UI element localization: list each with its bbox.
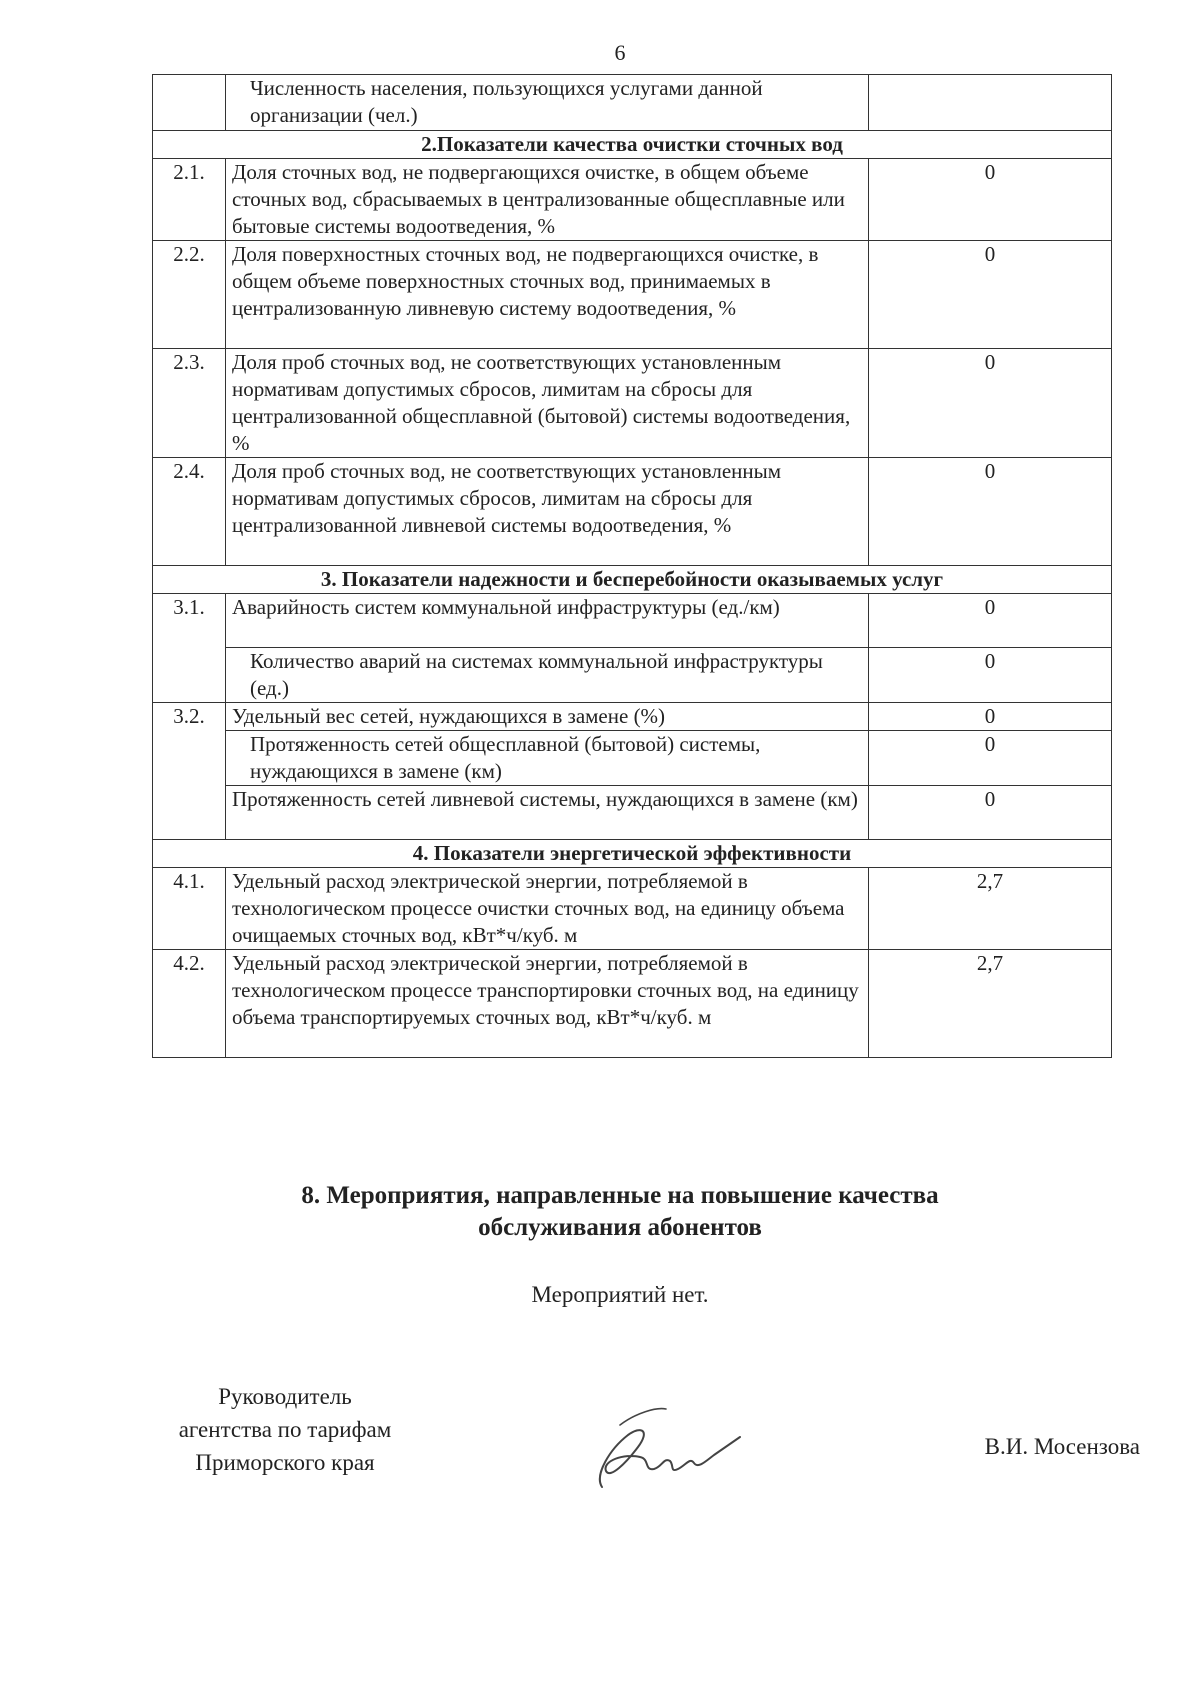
row-value: 0 [869, 349, 1112, 458]
table-row [153, 594, 1112, 648]
table-row [153, 458, 1112, 566]
row-value: 0 [869, 159, 1112, 241]
section-title: 2.Показатели качества очистки сточных вод [153, 131, 1112, 159]
signer-title-line1: Руководитель [218, 1384, 352, 1409]
table-row [153, 159, 1112, 241]
row-number [153, 75, 226, 131]
signer-title-line2: агентства по тарифам [178, 1417, 392, 1442]
row-value: 0 [869, 703, 1112, 731]
table-row [153, 868, 1112, 950]
row-label: Доля проб сточных вод, не соответствующих установленным нормативам допустимых сбросов, лимитам на сбросы для централизованной общесплавной (бытовой) системы водоотведения, % [226, 349, 869, 458]
signer-name: В.И. Мосензова [984, 1434, 1140, 1459]
section-header-row [153, 131, 1112, 159]
row-value: 0 [869, 786, 1112, 840]
row-number: 2.4. [153, 458, 226, 566]
row-label: Удельный вес сетей, нуждающихся в замене (%) [226, 703, 869, 731]
table-row [153, 703, 1112, 731]
table-row [153, 349, 1112, 458]
row-value: 0 [869, 594, 1112, 648]
row-value: 2,7 [869, 950, 1112, 1058]
signer-title [130, 1380, 440, 1479]
row-label: Удельный расход электрической энергии, потребляемой в технологическом процессе очистки сточных вод, на единицу объема очищаемых сточных вод, кВт*ч/куб. м [226, 868, 869, 950]
row-number: 2.1. [153, 159, 226, 241]
row-label: Доля поверхностных сточных вод, не подвергающихся очистке, в общем объеме поверхностных сточных вод, принимаемых в централизованную ливневую систему водоотведения, % [226, 241, 869, 349]
row-value: 2,7 [869, 868, 1112, 950]
section-8-heading-line2: обслуживания абонентов [478, 1214, 762, 1241]
row-value: 0 [869, 648, 1112, 703]
section-8-heading-line1: 8. Мероприятия, направленные на повышение качества [301, 1182, 939, 1209]
row-number: 3.1. [153, 594, 226, 703]
section-title: 3. Показатели надежности и бесперебойности оказываемых услуг [153, 566, 1112, 594]
row-label: Доля проб сточных вод, не соответствующих установленным нормативам допустимых сбросов, лимитам на сбросы для централизованной ливневой системы водоотведения, % [226, 458, 869, 566]
table-row [153, 786, 1112, 840]
page-number: 6 [614, 40, 626, 65]
table-row [153, 75, 1112, 131]
row-label: Численность населения, пользующихся услугами данной организации (чел.) [226, 75, 869, 131]
row-number: 2.2. [153, 241, 226, 349]
section-8-body: Мероприятий нет. [531, 1282, 709, 1307]
row-label: Протяженность сетей общесплавной (бытовой) системы, нуждающихся в замене (км) [226, 731, 869, 786]
row-label: Количество аварий на системах коммунальной инфраструктуры (ед.) [226, 648, 869, 703]
row-label: Удельный расход электрической энергии, потребляемой в технологическом процессе транспортировки сточных вод, на единицу объема транспортируемых сточных вод, кВт*ч/куб. м [226, 950, 869, 1058]
row-value: 0 [869, 241, 1112, 349]
table-row [153, 241, 1112, 349]
row-number: 4.1. [153, 868, 226, 950]
section-8-heading [200, 1180, 1040, 1244]
row-label: Аварийность систем коммунальной инфраструктуры (ед./км) [226, 594, 869, 648]
signer-title-line3: Приморского края [195, 1450, 375, 1475]
row-number: 4.2. [153, 950, 226, 1058]
row-value: 0 [869, 731, 1112, 786]
row-label: Доля сточных вод, не подвергающихся очистке, в общем объеме сточных вод, сбрасываемых в централизованные общесплавные или бытовые системы водоотведения, % [226, 159, 869, 241]
table-row [153, 950, 1112, 1058]
table-row [153, 648, 1112, 703]
row-number: 3.2. [153, 703, 226, 840]
handwritten-signature [580, 1395, 750, 1505]
section-header-row [153, 566, 1112, 594]
section-title: 4. Показатели энергетической эффективности [153, 840, 1112, 868]
row-value: 0 [869, 458, 1112, 566]
row-label: Протяженность сетей ливневой системы, нуждающихся в замене (км) [226, 786, 869, 840]
section-header-row [153, 840, 1112, 868]
table-row [153, 731, 1112, 786]
row-number: 2.3. [153, 349, 226, 458]
indicators-table [152, 74, 1112, 1058]
row-value [869, 75, 1112, 131]
